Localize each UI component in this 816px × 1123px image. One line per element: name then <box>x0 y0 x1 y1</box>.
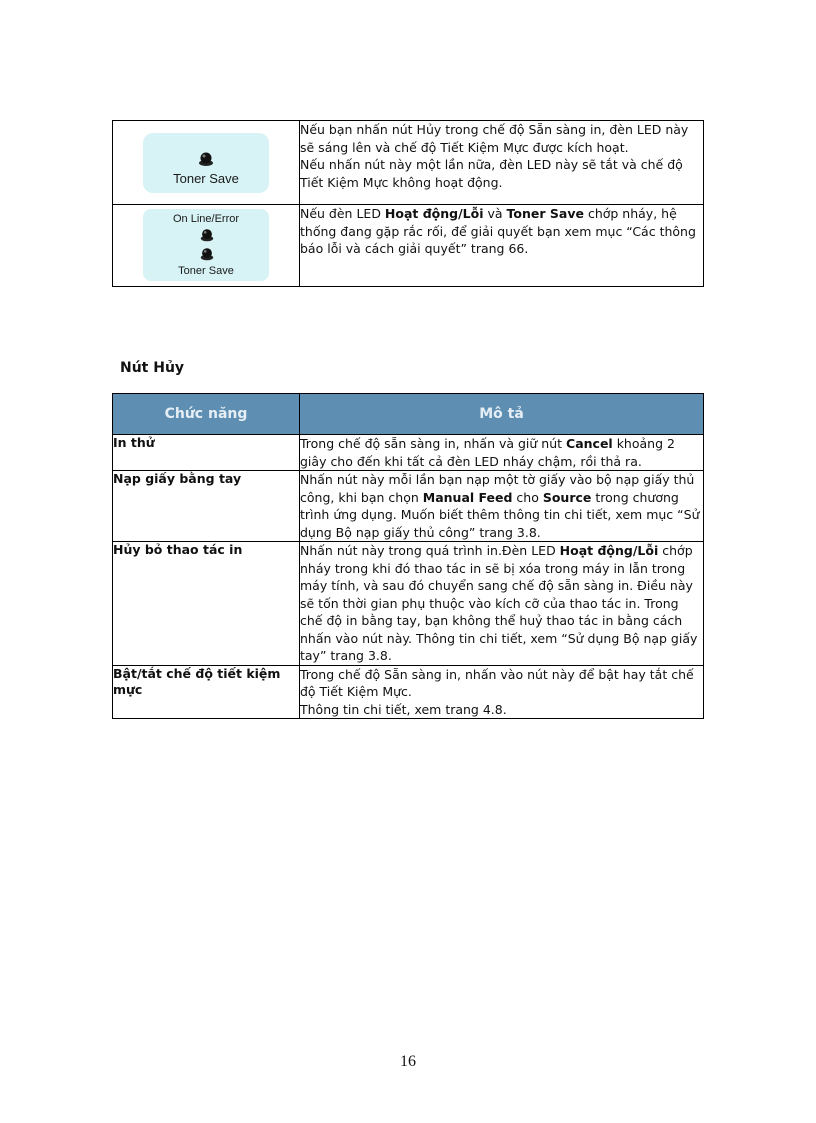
panel-cell <box>113 205 300 287</box>
table-row <box>113 435 704 471</box>
table-row <box>113 471 704 542</box>
text-run: Thông tin chi tiết, xem trang 4.8. <box>300 701 507 717</box>
row-description <box>300 121 704 205</box>
cancel-button-table <box>112 393 704 719</box>
section-title: Nút Hủy <box>120 360 185 376</box>
bold-text: Hoạt động/Lỗi <box>384 206 484 221</box>
bold-text: Source <box>542 489 592 505</box>
table-header-row <box>113 394 704 435</box>
row-description <box>300 542 704 666</box>
bold-text: Manual Feed <box>422 489 513 505</box>
text-run: chớp nháy, hệ thống đang gặp rắc rối, để giải quyết bạn xem mục “Các thông báo lỗi và cách giải quyết” trang 66. <box>300 206 696 256</box>
online-error-toner-save-panel <box>143 209 269 281</box>
table-row <box>113 542 704 666</box>
text-run: Nếu bạn nhấn nút Hủy trong chế độ Sẵn sàng in, đèn LED này sẽ sáng lên và chế độ Tiết Kiệm Mực được kích hoạt. <box>300 122 689 155</box>
row-description <box>300 435 704 471</box>
led-icon <box>199 246 215 262</box>
row-description <box>300 205 704 287</box>
text-run: Nhấn nút này trong quá trình in.Đèn LED <box>300 543 560 558</box>
function-cell: Nạp giấy bằng tay <box>113 471 300 542</box>
led-description-table <box>112 120 704 287</box>
toner-save-panel <box>143 133 269 193</box>
text-run: khoảng 2 giây cho đến khi tất cả đèn LED nháy chậm, rồi thả ra. <box>300 436 675 469</box>
function-cell: Bật/tắt chế độ tiết kiệm mực <box>113 665 300 719</box>
header-function: Chức năng <box>113 394 300 435</box>
row-description <box>300 665 704 719</box>
text-run: Trong chế độ Sẵn sàng in, nhấn vào nút này để bật hay tắt chế độ Tiết Kiệm Mực. <box>300 666 694 699</box>
text-run: Nếu đèn LED <box>300 206 385 221</box>
table-row <box>113 205 704 287</box>
text-run: trong chương trình ứng dụng. Muốn biết thêm thông tin chi tiết, xem mục “Sử dụng Bộ nạp giấy thủ công” trang 3.8. <box>300 489 700 540</box>
row-description <box>300 471 704 542</box>
text-run: Nếu nhấn nút này một lần nữa, đèn LED này sẽ tắt và chế độ Tiết Kiệm Mực không hoạt động. <box>300 157 683 190</box>
text-run: Nhấn nút này mỗi lần bạn nạp một tờ giấy vào bộ nạp giấy thủ công, khi bạn chọn <box>300 472 695 505</box>
table-row <box>113 665 704 719</box>
panel-cell <box>113 121 300 205</box>
text-run: chớp nháy trong khi đó thao tác in sẽ bị xóa trong máy in lẫn trong máy tính, và sau đó chuyển sang chế độ sẵn sàng in. Điều này sẽ tốn thời gian phụ thuộc vào kích cỡ của thao tác in. Trong chế độ in bằng tay, bạn không thể huỷ thao tác in bằng cách nhấn vào nút này. Thông tin chi tiết, xem “Sử dụng Bộ nạp giấy tay” trang 3.8. <box>300 543 698 663</box>
function-cell: Hủy bỏ thao tác in <box>113 542 300 666</box>
led-icon <box>197 150 215 168</box>
header-description: Mô tả <box>300 394 704 435</box>
text-run: cho <box>512 489 543 505</box>
panel-label: Toner Save <box>178 265 234 277</box>
panel-label: Toner Save <box>173 171 239 186</box>
bold-text: Toner Save <box>506 206 584 221</box>
table-row <box>113 121 704 205</box>
led-icon <box>199 227 215 243</box>
panel-label: On Line/Error <box>172 213 240 225</box>
bold-text: Cancel <box>566 436 613 451</box>
page-number: 16 <box>400 1053 416 1070</box>
function-cell: In thử <box>113 435 300 471</box>
text-run: và <box>483 206 507 221</box>
text-run: Trong chế độ sẵn sàng in, nhấn và giữ nút <box>300 436 567 451</box>
bold-text: Hoạt động/Lỗi <box>559 543 659 558</box>
